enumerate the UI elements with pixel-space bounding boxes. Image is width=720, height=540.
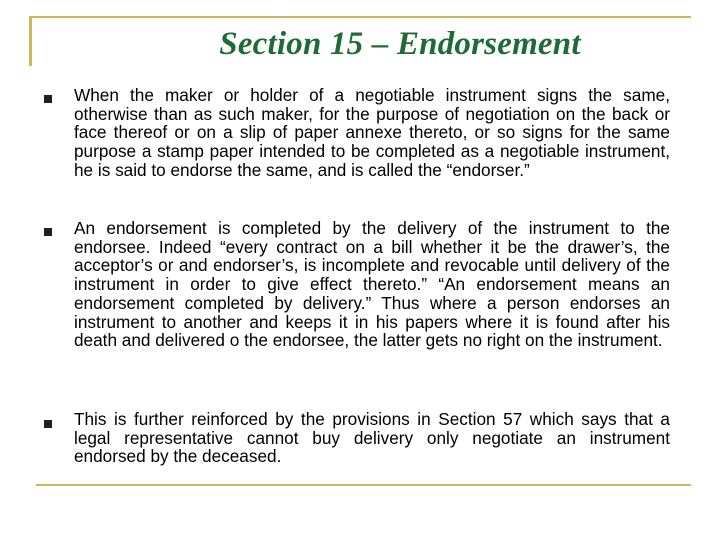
slide-title: Section 15 – Endorsement [219, 26, 581, 62]
square-bullet-icon [44, 228, 52, 236]
square-bullet-icon [44, 95, 52, 103]
bottom-frame-rule [36, 484, 691, 486]
bullet-text-3: This is further reinforced by the provisions in Section 57 which says that a legal representative cannot buy delivery only negotiate an instrument endorsed by the deceased. [74, 409, 670, 467]
bullet-text-1: When the maker or holder of a negotiable instrument signs the same, otherwise than as such maker, for the purpose of negotiation on the back or face thereof or on a slip of paper annexe thereto, or so signs for the same purpose a stamp paper intended to be completed as a negotiable instrument, he is said to endorse the same, and is called the “endorser.” [74, 85, 670, 180]
title-frame-top-rule [29, 16, 691, 18]
bullet-text-2: An endorsement is completed by the delivery of the instrument to the endorsee. Indeed “every contract on a bill whether it be the drawer’s, the acceptor’s or and endorser’s, is incomplete and revocable until delivery of the instrument in order to give effect thereto.” “An endorsement means an endorsement completed by delivery.” Thus where a person endorses an instrument to another and keeps it in his papers where it is found after his death and delivered o the endorsee, the latter gets no right on the instrument. [74, 218, 670, 351]
square-bullet-icon [44, 420, 52, 428]
